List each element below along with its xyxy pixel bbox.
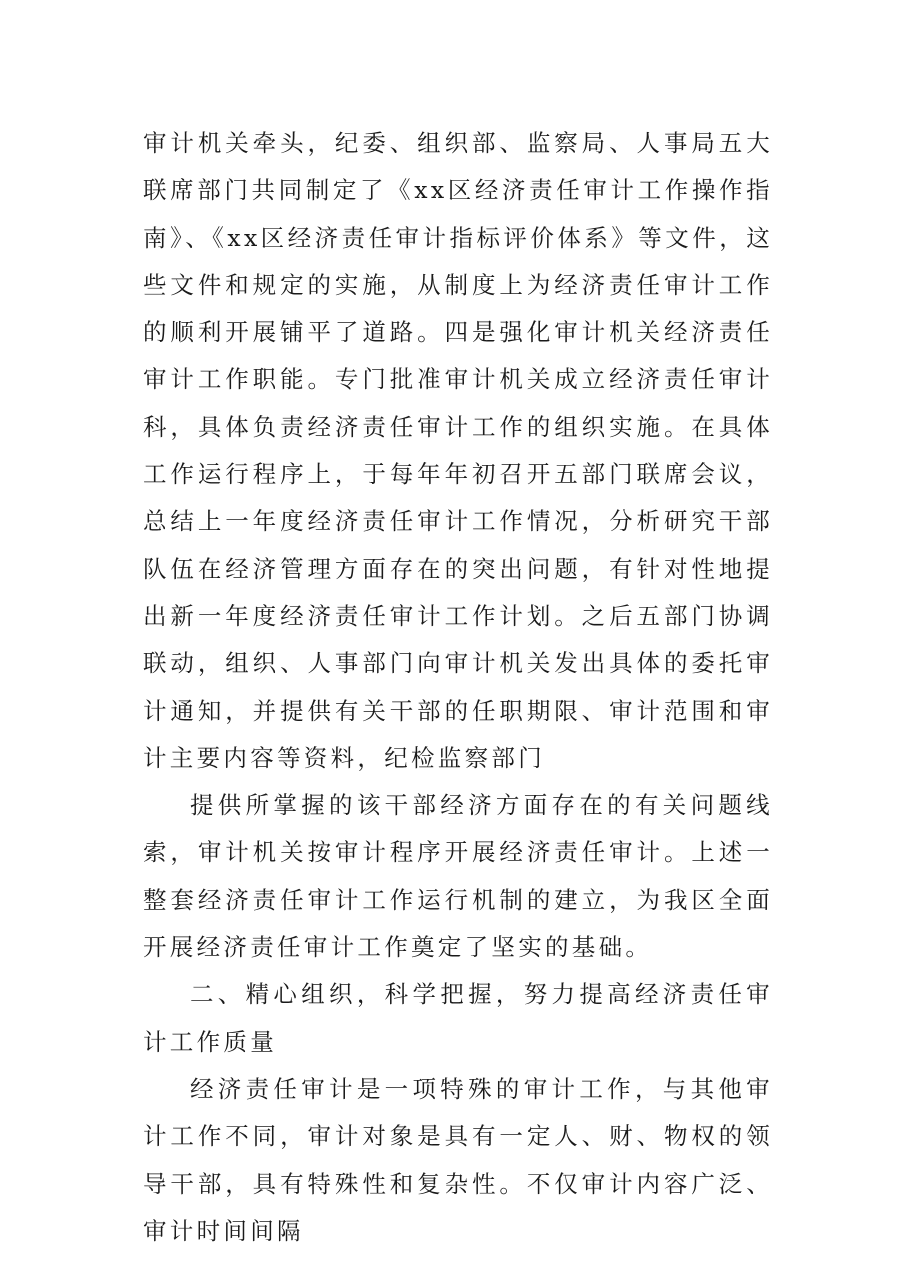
paragraph: 经济责任审计是一项特殊的审计工作，与其他审计工作不同，审计对象是具有一定人、财、物权的领导干部，具有特殊性和复杂性。不仅审计内容广泛、审计时间间隔	[143, 1074, 773, 1245]
paragraph: 提供所掌握的该干部经济方面存在的有关问题线索，审计机关按审计程序开展经济责任审计。上述一整套经济责任审计工作运行机制的建立，为我区全面开展经济责任审计工作奠定了坚实的基础。	[143, 791, 773, 962]
paragraph-continued: 审计机关牵头，纪委、组织部、监察局、人事局五大联席部门共同制定了《xx区经济责任审计工作操作指南》、《xx区经济责任审计指标评价体系》等文件，这些文件和规定的实施，从制度上为经济责任审计工作的顺利开展铺平了道路。四是强化审计机关经济责任审计工作职能。专门批准审计机关成立经济责任审计科，具体负责经济责任审计工作的组织实施。在具体工作运行程序上，于每年年初召开五部门联席会议，总结上一年度经济责任审计工作情况，分析研究干部队伍在经济管理方面存在的突出问题，有针对性地提出新一年度经济责任审计工作计划。之后五部门协调联动，组织、人事部门向审计机关发出具体的委托审计通知，并提供有关干部的任职期限、审计范围和审计主要内容等资料，纪检监察部门	[143, 129, 773, 772]
document-body	[143, 120, 773, 1255]
section-heading: 二、精心组织，科学把握，努力提高经济责任审计工作质量	[143, 980, 773, 1056]
